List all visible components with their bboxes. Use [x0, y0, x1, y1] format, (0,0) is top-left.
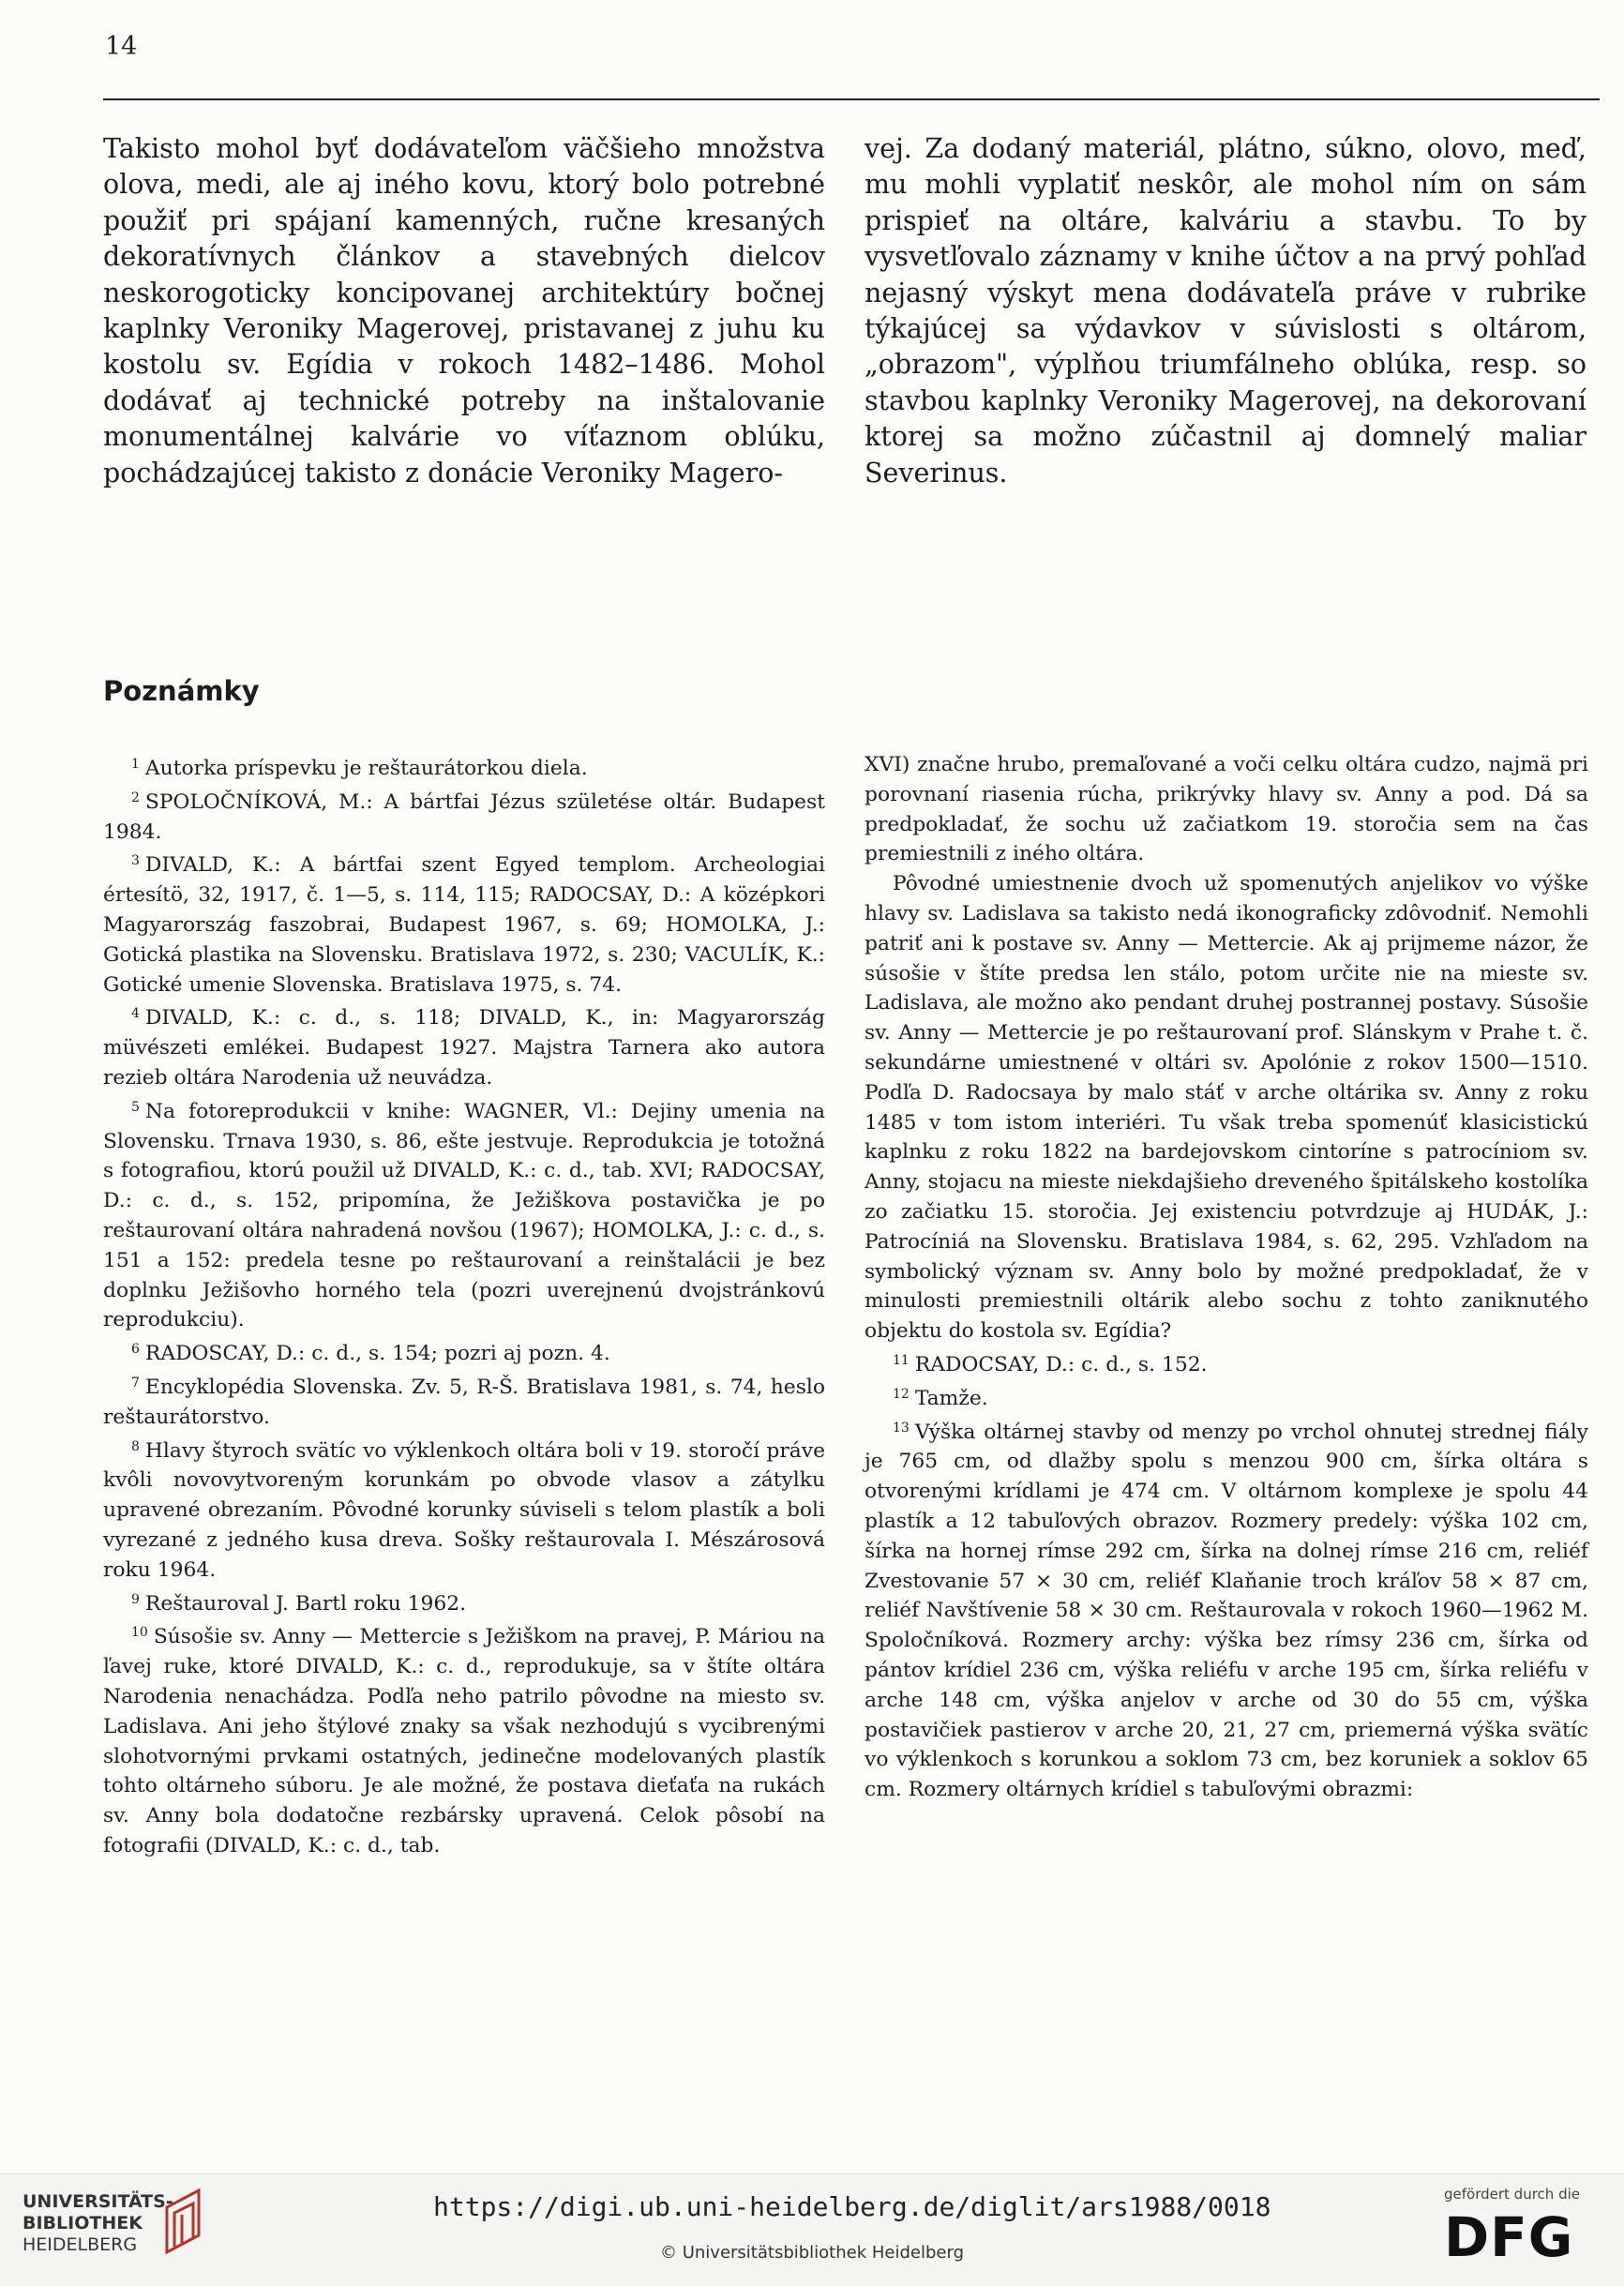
footnote-text: SPOLOČNÍKOVÁ, M.: A bártfai Jézus születése oltár. Budapest 1984. [103, 790, 825, 844]
body-paragraph-left: Takisto mohol byť dodávateľom väčšieho množstva olova, medi, ale aj iného kovu, ktorý bolo potrebné použiť pri spájaní kamenných, ručne kresaných dekoratívnych článkov a stavebných dielcov neskorogoticky koncipovanej architektúry bočnej kaplnky Veroniky Magerovej, pristavanej z juhu ku kostolu sv. Egídia v rokoch 1482–1486. Mohol dodávať aj technické potreby na inštalovanie monumentálnej kalvárie vo víťaznom oblúku, pochádzajúcej takisto z donácie Veroniky Magero- [103, 133, 825, 489]
footnote-number: 10 [131, 1625, 148, 1641]
footnote [103, 1000, 825, 1092]
header-rule [103, 98, 1600, 100]
footnote [103, 1433, 825, 1586]
notes-column-right [865, 750, 1588, 1805]
library-name-line: BIBLIOTHEK [23, 2213, 143, 2233]
footnote-number: 3 [131, 853, 140, 869]
footnote-number: 7 [131, 1375, 140, 1391]
notes-heading: Poznámky [103, 675, 260, 707]
library-name-line: HEIDELBERG [23, 2234, 138, 2255]
footnote [865, 1346, 1588, 1380]
copyright-notice: © Universitätsbibliothek Heidelberg [659, 2243, 964, 2263]
footnote [103, 1335, 825, 1369]
footnote-text: DIVALD, K.: c. d., s. 118; DIVALD, K., in: Magyarország müvészeti emlékei. Budapest 1927. Majstra Tarnera ako autora rezieb oltára Narodenia už neuvádza. [103, 1006, 825, 1090]
funding-label: gefördert durch die [1444, 2186, 1580, 2203]
footnote-text: DIVALD, K.: A bártfai szent Egyed templom. Archeologiai értesítö, 32, 1917, č. 1—5, s. 114, 115; RADOCSAY, D.: A középkori Magyarország faszobrai, Budapest 1967, s. 69; HOMOLKA, J.: Gotická plastika na Slovensku. Bratislava 1972, s. 230; VACULÍK, K.: Gotické umenie Slovenska. Bratislava 1975, s. 74. [103, 853, 825, 997]
footnote-number: 5 [131, 1099, 140, 1115]
footnote-text: Autorka príspevku je reštaurátorkou diela. [144, 757, 588, 780]
footnote-number: 12 [893, 1386, 910, 1402]
footnote-number: 9 [131, 1591, 140, 1607]
footnote [103, 1369, 825, 1433]
footnote-number: 4 [131, 1006, 140, 1022]
footnote-number: 6 [131, 1342, 140, 1358]
footnote-text: Na fotoreprodukcii v knihe: WAGNER, Vl.: Dejiny umenia na Slovensku. Trnava 1930, s. 86, ešte jestvuje. Reprodukcia je totožná s fotografiou, ktorú použil už DIVALD, K.: c. d., tab. XVI; RADOCSAY, D.: c. d., s. 152, pripomína, že Ježiškova postavička je po reštaurovaní oltára nahradená novšou (1967); HOMOLKA, J.: c. d., s. 151 a 152: predela tesne po reštaurovaní a reinštalácii je bez doplnku Ježišovho horného tela (pozri uverejnenú dvojstránkovú reprodukciu). [103, 1099, 825, 1332]
footnote-text: Tamže. [914, 1386, 988, 1410]
body-column-left [103, 131, 825, 491]
body-column-right [865, 131, 1586, 491]
footnote-text: XVI) značne hrubo, premaľované a voči celku oltára cudzo, najmä pri porovnaní riasenia rúcha, prikrývky hlavy sv. Anny a pod. Dá sa predpokladať, že sochu už začiatkom 19. storočia sem na čas premiestnili z iného oltára. [865, 753, 1588, 866]
footer-bar [0, 2173, 1624, 2286]
footnote-number: 13 [893, 1420, 910, 1436]
footnote [103, 1618, 825, 1860]
footnote [103, 1586, 825, 1619]
footnote-text: Výška oltárnej stavby od menzy po vrchol ohnutej strednej fiály je 765 cm, od dlažby spolu s menzou 900 cm, šírka oltára s otvorenými krídlami je 474 cm. V oltárnom komplexe je spolu 44 plastík a 12 tabuľových obrazov. Rozmery predely: výška 102 cm, šírka na hornej rímse 292 cm, šírka na dolnej rímse 216 cm, reliéf Zvestovanie 57 ⨯ 30 cm, reliéf Klaňanie troch kráľov 58 ⨯ 87 cm, reliéf Navštívenie 58 ⨯ 30 cm. Reštaurovala v rokoch 1960—1962 M. Spoločníková. Rozmery archy: výška bez rímsy 236 cm, šírka od pántov krídiel 236 cm, výška reliéfu v arche 195 cm, šírka reliéfu v arche 148 cm, výška anjelov v arche od 30 do 55 cm, výška postavičiek pastierov v arche 20, 21, 27 cm, priemerná výška svätíc vo výklenkoch s korunkou a soklom 73 cm, bez koruniek a soklov 65 cm. Rozmery oltárnych krídiel s tabuľovými obrazmi: [865, 1420, 1588, 1802]
footnote-text: Pôvodné umiestnenie dvoch už spomenutých anjelikov vo výške hlavy sv. Ladislava sa takisto nedá ikonograficky zdôvodniť. Nemohli patriť ani k postave sv. Anny — Mettercie. Ak aj prijmeme názor, že súsošie v štíte predsa len stálo, potom určite nie na mieste sv. Ladislava, ale možno ako pendant druhej postrannej postavy. Súsošie sv. Anny — Mettercie je po reštaurovaní prof. Slánskym v Prahe t. č. sekundárne umiestnené v oltári sv. Apolónie z rokov 1500—1510. Podľa D. Radocsaya by malo stáť v arche oltárika sv. Anny z roku 1485 v tom istom interiéri. Tu však treba spomenúť klasicistickú kaplnku z roku 1822 na bardejovskom cintoríne s patrocíniom sv. Anny, stojacu na mieste niekdajšieho dreveného špitálskeho kostolíka zo začiatku 15. storočia. Jej existenciu potvrdzuje aj HUDÁK, J.: Patrocíniá na Slovensku. Bratislava 1984, s. 62, 295. Vzhľadom na symbolický význam sv. Anny bolo by možné predpokladať, že v minulosti premiestnili oltárik alebo sochu z tohto zaniknutého objektu do kostola sv. Egídia? [865, 872, 1588, 1344]
footnote-text: Reštauroval J. Bartl roku 1962. [144, 1591, 467, 1616]
footnote [103, 784, 825, 848]
footnote-number: 1 [131, 757, 140, 772]
footnote-text: RADOCSAY, D.: c. d., s. 152. [914, 1352, 1208, 1376]
footnote-number: 2 [131, 790, 140, 805]
footnote [865, 1380, 1588, 1414]
footnote-text: Encyklopédia Slovenska. Zv. 5, R-Š. Bratislava 1981, s. 74, heslo reštaurátorstvo. [103, 1375, 825, 1429]
footnote [865, 869, 1588, 1346]
body-paragraph-right: vej. Za dodaný materiál, plátno, súkno, olovo, meď, mu mohli vyplatiť neskôr, ale mohol ním on sám prispieť na oltáre, kalváriu a stavbu. To by vysvetľovalo záznamy v knihe účtov a na prvý pohľad nejasný výskyt mena dodávateľa práve v rubrike týkajúcej sa výdavkov v súvislosti s oltárom, „obrazom", výplňou triumfálneho oblúka, resp. so stavbou kaplnky Veroniky Magerovej, na dekorovaní ktorej sa možno zúčastnil aj domnelý maliar Severinus. [865, 133, 1586, 489]
footnote-text: Hlavy štyroch svätíc vo výklenkoch oltára boli v 19. storočí práve kvôli novovytvoreným korunkám po obvode vlasov a zátylku upravené obrezaním. Pôvodné korunky súviseli s telom plastík a boli vyrezané z jedného kusa dreva. Sošky reštaurovala I. Mészárosová roku 1964. [103, 1438, 825, 1582]
footnote-text: RADOSCAY, D.: c. d., s. 154; pozri aj pozn. 4. [144, 1342, 610, 1366]
page-number: 14 [105, 32, 138, 61]
footnote [103, 847, 825, 1000]
source-url-link[interactable]: https://digi.ub.uni-heidelberg.de/diglit/ars1988/0018 [433, 2191, 1271, 2222]
footnote [865, 750, 1588, 869]
notes-column-left [103, 750, 825, 1861]
footnote [103, 750, 825, 784]
library-name-line: UNIVERSITÄTS- [23, 2191, 173, 2212]
footnote-number: 11 [893, 1352, 910, 1368]
footnote-number: 8 [131, 1438, 140, 1454]
footnote [103, 1093, 825, 1335]
footnote [865, 1414, 1588, 1805]
dfg-logo: DFG [1444, 2205, 1574, 2269]
footnote-text: Súsošie sv. Anny — Mettercie s Ježiškom na pravej, P. Máriou na ľavej ruke, ktoré DIVALD, K.: c. d., reprodukuje, sa v štíte oltára Narodenia nenachádza. Podľa neho patrilo pôvodne na miesto sv. Ladislava. Ani jeho štýlové znaky sa však nezhodujú s vycibrenými slohotvornými prvkami ostatných, jedinečne modelovaných plastík tohto oltárneho súboru. Je ale možné, že postava dieťaťa na rukách sv. Anny bola dodatočne rezbársky upravená. Celok pôsobí na fotografii (DIVALD, K.: c. d., tab. [103, 1625, 825, 1857]
